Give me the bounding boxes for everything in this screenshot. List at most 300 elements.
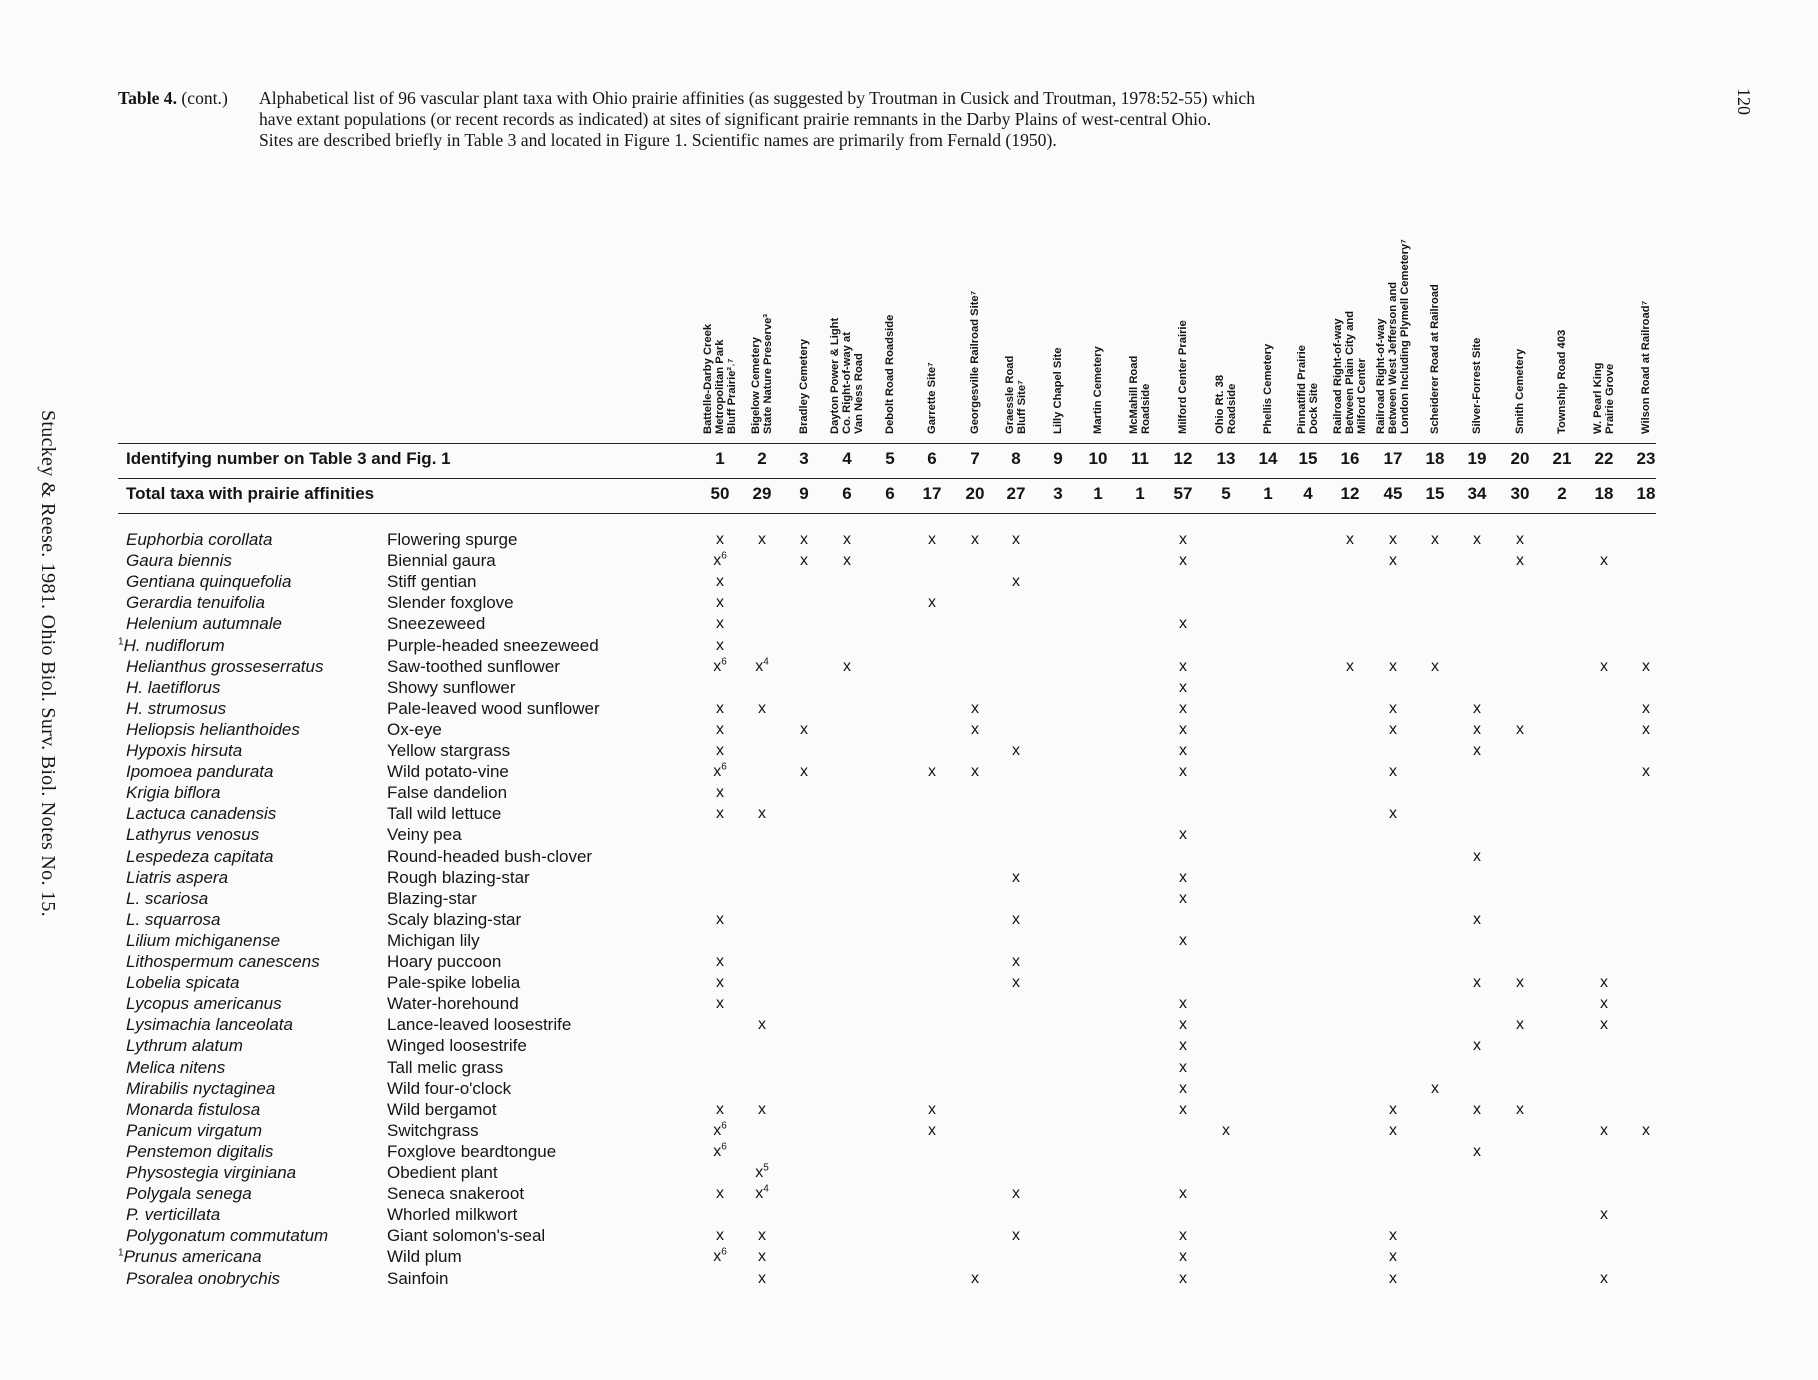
presence-mark: x <box>758 1227 766 1245</box>
scientific-name <box>126 1058 225 1078</box>
scientific-name <box>126 825 259 845</box>
presence-mark: x <box>1179 1185 1187 1203</box>
site-header-line: State Nature Preserve³ <box>762 313 774 434</box>
site-column-header <box>884 315 896 434</box>
presence-mark: x <box>1179 678 1187 696</box>
scientific-name <box>118 1247 262 1267</box>
presence-mark: x <box>1389 1248 1397 1266</box>
total_row-value: 29 <box>752 484 772 503</box>
scientific-name <box>126 910 221 930</box>
site-header-line: Bluff Prairie²˒⁷ <box>726 358 738 434</box>
scientific-name <box>126 804 276 824</box>
scientific-name-text: H. strumosus <box>126 698 227 718</box>
id_row-value: 4 <box>842 449 852 468</box>
common-name: Winged loosestrife <box>387 1036 527 1056</box>
total_row-value: 5 <box>1221 484 1231 503</box>
common-name: Purple-headed sneezeweed <box>387 635 599 655</box>
presence-mark: x <box>716 953 724 970</box>
site-column-header <box>1471 338 1483 434</box>
site-column-header <box>1177 320 1189 434</box>
presence-mark: $x^4$ <box>755 656 769 675</box>
site-column-header <box>1332 311 1368 434</box>
scientific-name-text: Heliopsis helianthoides <box>126 719 300 739</box>
presence-mark: x <box>971 531 979 548</box>
site-header-line: Phellis Cemetery <box>1262 343 1274 434</box>
site-header-line: Martin Cemetery <box>1092 346 1104 434</box>
site-column-header <box>1514 349 1526 434</box>
scientific-name-text: Lathyrus venosus <box>126 825 260 845</box>
presence-mark: x <box>928 1100 936 1118</box>
presence-mark: x <box>1346 531 1354 548</box>
id_row-value: 18 <box>1425 449 1445 468</box>
site-column-header <box>1429 284 1441 434</box>
presence-mark: x <box>1179 931 1187 949</box>
presence-mark: x <box>1431 1079 1439 1097</box>
presence-mark: x <box>1389 1227 1397 1245</box>
total-row-label: Total taxa with prairie affinities <box>126 484 375 503</box>
presence-mark: x <box>716 720 724 738</box>
scientific-name-text: Lysimachia lanceolata <box>126 1015 293 1035</box>
common-name: Sainfoin <box>387 1268 449 1288</box>
total_row-value: 2 <box>1557 484 1567 503</box>
site-header-line: Wilson Road at Railroad⁷ <box>1640 300 1652 434</box>
id_row-value: 7 <box>970 449 980 468</box>
presence-mark: x <box>1516 720 1524 738</box>
presence-mark: $x^6$ <box>713 550 727 570</box>
site-header-line: Scheiderer Road at Railroad <box>1429 284 1441 434</box>
presence-mark: $x^6$ <box>713 656 727 675</box>
presence-mark: x <box>971 1269 979 1287</box>
site-column-header <box>1375 239 1411 434</box>
scientific-name <box>126 1121 262 1141</box>
presence-mark: x <box>1600 1206 1608 1224</box>
presence-mark: x <box>758 805 766 823</box>
total_row-value: 20 <box>965 484 985 503</box>
presence-mark: x <box>971 699 979 717</box>
presence-mark: x <box>716 594 724 612</box>
scientific-name <box>126 657 323 677</box>
id_row-value: 5 <box>885 449 895 468</box>
running-head: Stuckey & Reese. 1981. Ohio Biol. Surv. Biol. Notes No. 15. <box>37 410 59 917</box>
presence-mark: x <box>928 1121 936 1139</box>
presence-mark: x <box>716 615 724 633</box>
presence-mark: x <box>1389 657 1397 675</box>
site-header-line: Georgesville Railroad Site⁷ <box>969 290 981 434</box>
presence-mark: x <box>1473 699 1481 717</box>
site-header-line: Lilly Chapel Site <box>1052 347 1064 434</box>
caption-line: Sites are described briefly in Table 3 and located in Figure 1. Scientific names are primarily from Fernald (1950). <box>259 130 1057 150</box>
presence-mark: x <box>1473 531 1481 548</box>
site-column-header <box>798 339 810 434</box>
scientific-name-text: Liatris aspera <box>126 867 229 887</box>
site-header-line: Roadside <box>1140 383 1152 434</box>
presence-mark: x <box>800 763 808 781</box>
site-header-line: Battelle-Darby Creek <box>702 323 714 434</box>
total_row-value: 4 <box>1303 484 1313 503</box>
site-column-header <box>1640 301 1652 434</box>
presence-mark: x <box>1600 552 1608 570</box>
presence-mark: x <box>843 552 851 570</box>
presence-mark: x <box>1012 1185 1020 1203</box>
site-column-header <box>829 318 865 434</box>
common-name: Obedient plant <box>387 1163 498 1182</box>
scientific-name-text: Lobelia spicata <box>126 973 240 993</box>
id_row-value: 11 <box>1131 449 1149 468</box>
presence-mark: x <box>1179 763 1187 781</box>
site-header-line: Ohio Rt. 38 <box>1214 374 1226 434</box>
site-header-line: Metropolitan Park <box>714 339 726 434</box>
presence-mark: x <box>1179 615 1187 633</box>
common-name: Lance-leaved loosestrife <box>387 1015 572 1035</box>
common-name: Veiny pea <box>387 825 462 845</box>
scientific-name <box>118 636 225 656</box>
presence-mark: x <box>716 1185 724 1203</box>
presence-mark: x <box>1431 657 1439 675</box>
presence-mark: x <box>843 657 851 675</box>
site-header-line: Garrette Site⁷ <box>926 362 938 434</box>
site-column-header <box>1592 363 1616 435</box>
presence-mark: x <box>758 1016 766 1034</box>
site-column-header <box>926 362 938 434</box>
scientific-name-text: P. verticillata <box>126 1205 221 1225</box>
id-row-label: Identifying number on Table 3 and Fig. 1 <box>126 449 451 468</box>
presence-mark: x <box>716 742 724 759</box>
scientific-name <box>126 868 228 888</box>
presence-mark: x <box>1179 552 1187 570</box>
presence-mark: x <box>1179 720 1187 738</box>
scientific-name-text: H. nudiflorum <box>123 635 225 655</box>
scientific-name-text: Polygonatum commutatum <box>126 1226 329 1246</box>
presence-mark: x <box>1516 552 1524 570</box>
presence-mark: x <box>716 784 724 802</box>
id_row-value: 22 <box>1594 449 1614 468</box>
presence-mark: x <box>1179 1016 1187 1034</box>
presence-mark: $x^6$ <box>713 1141 727 1160</box>
presence-mark: x <box>1012 953 1020 970</box>
scientific-name-text: H. laetiflorus <box>126 677 221 697</box>
scientific-name <box>126 551 232 571</box>
common-name: Stiff gentian <box>387 572 477 592</box>
presence-mark: $x^6$ <box>713 1120 727 1139</box>
common-name: Rough blazing-star <box>387 867 530 887</box>
id_row-value: 20 <box>1510 449 1530 468</box>
presence-mark: x <box>716 699 724 717</box>
scientific-name <box>126 1036 243 1056</box>
scientific-name-text: Penstemon digitalis <box>126 1141 274 1161</box>
scientific-name <box>126 720 300 740</box>
presence-mark: x <box>1642 657 1650 675</box>
site-header-line: W. Pearl King <box>1592 362 1604 434</box>
site-header-line: Railroad Right-of-way <box>1375 318 1387 434</box>
total_row-value: 1 <box>1093 484 1103 503</box>
presence-mark: x <box>1179 742 1187 759</box>
id_row-value: 10 <box>1088 449 1108 468</box>
common-name: Pale-leaved wood sunflower <box>387 698 600 718</box>
site-header-line: Milford Center Prairie <box>1177 320 1189 434</box>
scientific-name-text: Lithospermum canescens <box>126 952 320 971</box>
presence-mark: x <box>758 1100 766 1118</box>
presence-mark: x <box>1600 657 1608 675</box>
presence-mark: x <box>843 531 851 548</box>
presence-mark: x <box>1389 552 1397 570</box>
presence-mark: x <box>1222 1121 1230 1139</box>
scientific-name <box>126 847 273 867</box>
scientific-name <box>126 762 273 782</box>
presence-mark: x <box>1179 1037 1187 1055</box>
id_row-value: 19 <box>1467 449 1487 468</box>
id_row-value: 1 <box>715 449 725 468</box>
presence-mark: x <box>1473 974 1481 992</box>
presence-mark: x <box>1473 910 1481 928</box>
table-caption <box>118 88 1418 151</box>
id_row-value: 3 <box>799 449 809 468</box>
scientific-name-text: Gerardia tenuifolia <box>126 593 265 613</box>
scientific-name-text: Prunus americana <box>123 1247 262 1267</box>
scientific-name-text: Psoralea onobrychis <box>126 1268 281 1288</box>
total_row-value: 18 <box>1594 484 1614 503</box>
scientific-name <box>126 1205 220 1225</box>
scientific-name <box>126 1100 260 1120</box>
site-header-line: McMahill Road <box>1128 355 1140 434</box>
site-header-line: Bradley Cemetery <box>798 338 810 434</box>
presence-mark: x <box>716 573 724 591</box>
scientific-name-text: L. scariosa <box>126 888 209 908</box>
common-name: Wild plum <box>387 1247 462 1267</box>
presence-mark: x <box>1179 531 1187 548</box>
total_row-value: 12 <box>1340 484 1360 503</box>
total_row-value: 1 <box>1135 484 1145 503</box>
presence-mark: x <box>1642 720 1650 738</box>
total_row-value: 17 <box>922 484 942 503</box>
total_row-value: 30 <box>1510 484 1530 503</box>
common-name: Wild bergamot <box>387 1099 497 1119</box>
presence-mark: x <box>1431 531 1439 548</box>
common-name: Giant solomon's-seal <box>387 1226 546 1246</box>
site-header-line: Smith Cemetery <box>1514 348 1526 434</box>
presence-mark: $x^4$ <box>755 1183 769 1203</box>
id_row-value: 23 <box>1636 449 1656 468</box>
scientific-name <box>126 1142 273 1162</box>
presence-mark: x <box>716 636 724 654</box>
site-header-line: Prairie Grove <box>1604 363 1616 434</box>
common-name: Tall wild lettuce <box>387 804 502 824</box>
presence-mark: x <box>1179 1248 1187 1266</box>
id_row-value: 15 <box>1298 449 1318 468</box>
site-header-line: Pinnatifid Prairie <box>1296 345 1308 434</box>
scientific-name-text: Gentiana quinquefolia <box>126 572 292 592</box>
presence-mark: x <box>1600 1016 1608 1034</box>
presence-mark: x <box>1516 531 1524 548</box>
id_row-value: 16 <box>1340 449 1360 468</box>
id_row-value: 12 <box>1173 449 1193 468</box>
total_row-value: 45 <box>1383 484 1403 503</box>
presence-mark: x <box>716 974 724 992</box>
scientific-name <box>126 1015 293 1035</box>
site-header-line: Milford Center <box>1356 358 1368 434</box>
site-header-line: Township Road 403 <box>1556 329 1568 434</box>
scientific-name <box>126 931 280 951</box>
presence-mark: x <box>1389 805 1397 823</box>
site-column-header <box>1262 344 1274 434</box>
common-name: Round-headed bush-clover <box>387 846 593 866</box>
site-header-line: Bluff Site⁷ <box>1016 380 1028 434</box>
common-name: Pale-spike lobelia <box>387 973 521 993</box>
common-name: Ox-eye <box>387 719 442 739</box>
common-name: Foxglove beardtongue <box>387 1141 557 1161</box>
presence-mark: x <box>758 1269 766 1287</box>
common-name: Slender foxglove <box>387 593 514 613</box>
presence-mark: x <box>1179 657 1187 675</box>
presence-mark: x <box>928 531 936 548</box>
scientific-name <box>126 741 242 761</box>
total_row-value: 6 <box>885 484 895 503</box>
presence-mark: x <box>1179 889 1187 907</box>
total_row-value: 1 <box>1263 484 1273 503</box>
presence-mark: x <box>1012 531 1020 548</box>
presence-mark: x <box>1012 742 1020 759</box>
scientific-name-text: Lespedeza capitata <box>126 846 274 866</box>
presence-mark: x <box>971 763 979 781</box>
presence-mark: x <box>1389 531 1397 548</box>
site-header-line: Railroad Right-of-way <box>1332 318 1344 434</box>
site-header-line: Silver-Forrest Site <box>1471 337 1483 434</box>
page-number: 120 <box>1734 88 1754 115</box>
presence-mark: x <box>716 1100 724 1118</box>
common-name: Showy sunflower <box>387 677 516 697</box>
common-name: Wild potato-vine <box>387 762 509 782</box>
presence-mark: x <box>1012 573 1020 591</box>
common-name: Whorled milkwort <box>387 1205 518 1225</box>
id_row-value: 9 <box>1053 449 1063 468</box>
presence-mark: x <box>1012 974 1020 992</box>
presence-mark: x <box>716 1227 724 1245</box>
total_row-value: 34 <box>1467 484 1487 503</box>
id_row-value: 14 <box>1258 449 1278 468</box>
presence-mark: x <box>758 699 766 717</box>
presence-mark: x <box>1389 1121 1397 1139</box>
scientific-name-text: Polygala senega <box>126 1184 252 1204</box>
scientific-name <box>126 1079 275 1099</box>
presence-mark: x <box>1179 1058 1187 1076</box>
presence-mark: x <box>1179 1079 1187 1097</box>
common-name: Sneezeweed <box>387 614 486 634</box>
presence-mark: x <box>1389 763 1397 781</box>
scientific-name-text: Hypoxis hirsuta <box>126 741 243 760</box>
presence-mark: x <box>1600 974 1608 992</box>
presence-mark: x <box>716 805 724 823</box>
site-column-header <box>750 314 774 434</box>
presence-mark: x <box>1389 1269 1397 1287</box>
site-column-header <box>1556 330 1568 434</box>
presence-mark: x <box>1473 1037 1481 1055</box>
scientific-name-text: Euphorbia corollata <box>126 530 273 549</box>
table-label: Table 4. <box>118 88 177 108</box>
site-header-line: Dock Site <box>1308 383 1320 434</box>
scientific-name-text: Mirabilis nyctaginea <box>126 1078 276 1098</box>
common-name: Tall melic grass <box>387 1057 504 1077</box>
presence-mark: x <box>1346 657 1354 675</box>
scientific-name <box>126 994 282 1014</box>
presence-mark: x <box>971 720 979 738</box>
scientific-name <box>126 614 282 634</box>
presence-mark: x <box>1179 868 1187 886</box>
scientific-name-text: Lycopus americanus <box>126 994 282 1014</box>
scientific-name-text: Panicum virgatum <box>126 1120 263 1140</box>
scientific-name <box>126 572 291 592</box>
site-column-header <box>1004 356 1028 434</box>
scientific-name <box>126 973 239 993</box>
site-column-header <box>702 324 738 434</box>
rule-bottom <box>118 513 1656 514</box>
common-name: Seneca snakeroot <box>387 1184 525 1204</box>
scientific-name-text: L. squarrosa <box>126 909 221 929</box>
id_row-value: 21 <box>1552 449 1572 468</box>
presence-mark: x <box>1473 847 1481 865</box>
total_row-value: 6 <box>842 484 852 503</box>
common-name: Scaly blazing-star <box>387 909 522 929</box>
scientific-name-text: Krigia biflora <box>126 783 221 803</box>
site-column-header <box>969 291 981 434</box>
footnote-marker: 1 <box>118 635 124 647</box>
presence-mark: x <box>1473 720 1481 738</box>
presence-mark: x <box>800 720 808 738</box>
presence-mark: x <box>758 1248 766 1266</box>
id_row-value: 17 <box>1383 449 1403 468</box>
presence-mark: x <box>1179 826 1187 844</box>
rule-mid <box>118 478 1656 479</box>
common-name: Yellow stargrass <box>387 741 511 760</box>
id_row-value: 6 <box>927 449 937 468</box>
site-header-line: Graessle Road <box>1004 355 1016 434</box>
presence-mark: x <box>928 763 936 781</box>
site-column-header <box>1296 345 1320 434</box>
scientific-name-text: Monarda fistulosa <box>126 1099 261 1119</box>
site-column-header <box>1128 356 1152 434</box>
total_row-value: 27 <box>1006 484 1026 503</box>
scientific-name <box>126 889 208 909</box>
common-name: Water-horehound <box>387 994 519 1014</box>
site-header-line: Bigelow Cemetery <box>750 337 762 434</box>
common-name: False dandelion <box>387 783 508 803</box>
common-name: Blazing-star <box>387 888 477 908</box>
total_row-value: 9 <box>799 484 809 503</box>
presence-mark: x <box>1389 720 1397 738</box>
scientific-name <box>126 1163 296 1183</box>
total_row-value: 50 <box>710 484 730 503</box>
presence-mark: x <box>928 594 936 612</box>
scientific-name-text: Melica nitens <box>126 1057 226 1077</box>
scientific-name <box>126 530 272 550</box>
site-header-line: Debolt Road Roadside <box>884 314 896 434</box>
common-name: Flowering spurge <box>387 530 518 549</box>
presence-mark: x <box>1642 763 1650 781</box>
presence-mark: $x^5$ <box>755 1162 769 1181</box>
presence-mark: $x^6$ <box>713 1247 727 1266</box>
scientific-name-text: Gaura biennis <box>126 551 232 571</box>
presence-mark: x <box>1516 1100 1524 1118</box>
scientific-name-text: Ipomoea pandurata <box>126 762 274 782</box>
presence-mark: x <box>800 552 808 570</box>
id_row-value: 2 <box>757 449 767 468</box>
scientific-name <box>126 783 221 803</box>
total_row-value: 15 <box>1425 484 1445 503</box>
presence-mark: x <box>1179 1227 1187 1245</box>
presence-mark: x <box>1389 1100 1397 1118</box>
presence-mark: $x^6$ <box>713 761 727 781</box>
common-name: Wild four-o'clock <box>387 1078 512 1098</box>
presence-mark: x <box>1179 1100 1187 1118</box>
presence-mark: x <box>1473 1142 1481 1160</box>
